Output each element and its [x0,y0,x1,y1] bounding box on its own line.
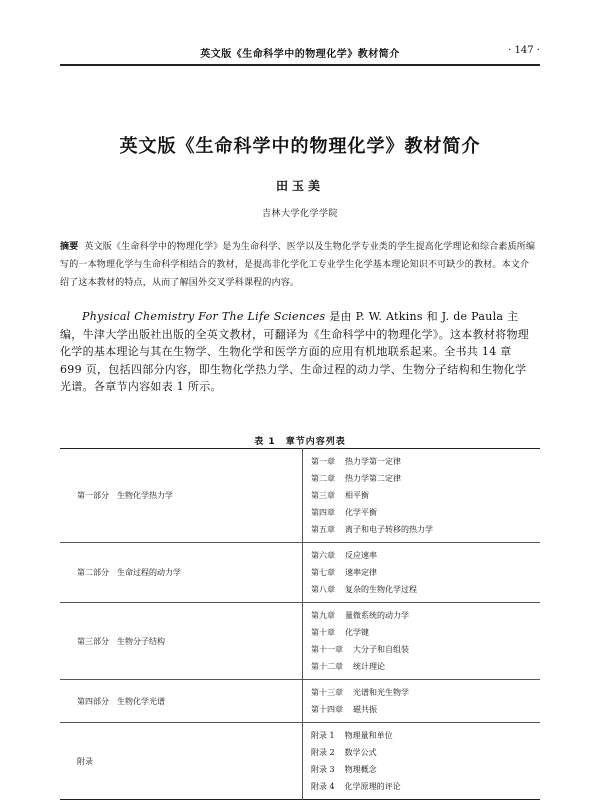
chapter-number: 第七章 [311,568,335,577]
chapter-number: 第四章 [311,508,335,517]
chapter-title: 化学键 [345,628,369,637]
chapter-table [60,448,540,800]
part-name: 附录 [60,723,303,800]
chapter-title: 化学平衡 [345,508,377,517]
chapter-title: 数学公式 [344,748,377,757]
chapter-item [311,684,540,701]
chapter-list [303,723,541,800]
chapter-item [311,624,540,641]
chapter-title: 物理量和单位 [344,731,393,740]
chapter-item [311,581,540,598]
part-name: 第四部分 生物化学光谱 [60,680,303,723]
running-title: 英文版《生命科学中的物理化学》教材简介 [200,49,400,60]
chapter-item [311,761,540,778]
chapter-title: 量微系统的动力学 [345,611,409,620]
article-title: 英文版《生命科学中的物理化学》教材简介 [119,136,481,157]
chapter-title: 热力学第二定律 [345,474,401,483]
chapter-item [311,470,540,487]
chapter-title: 相平衡 [345,491,369,500]
chapter-number: 第六章 [311,551,335,560]
chapter-title: 磁共振 [353,705,377,714]
chapter-number: 第五章 [311,525,335,534]
part-name: 第三部分 生物分子结构 [60,603,303,680]
book-title-italic: Physical Chemistry For The Life Sciences [82,310,326,323]
abstract-label: 摘要 [60,242,79,252]
chapter-number: 附录 4 [311,782,335,791]
chapter-title: 热力学第一定律 [345,457,401,466]
table-caption: 表 1 章节内容列表 [254,437,346,447]
chapter-item [311,521,540,538]
chapter-number: 第十一章 [311,645,343,654]
body-text: 是由 P. W. Atkins 和 J. de Paula 主编，牛津大学出版社出版的全英文教材，可翻译为《生命科学中的物理化学》。这本教材将物理化学的基本理论与其在生物学、生物化学和医学方面的应用有机地联系起来。全书共 14 章 699 页，包括四部分内容，即生物化学热力学、生命过程的动力学、生物分子结构和生物化学光谱。各章节内容如表 1 所示。 [60,310,530,393]
chapter-title: 离子和电子转移的热力学 [345,525,433,534]
chapter-number: 第二章 [311,474,335,483]
chapter-item [311,744,540,761]
abstract-text: 英文版《生命科学中的物理化学》是为生命科学、医学以及生物化学专业类的学生提高化学理论和综合素质所编写的一本物理化学与生命科学相结合的教材，是提高非化学化工专业学生化学基本理论知识不可缺少的教材。本文介绍了这本教材的特点，从而了解国外交叉学科课程的内容。 [60,242,536,288]
table-row [60,449,540,543]
chapter-item [311,453,540,470]
chapter-title: 大分子和自组装 [353,645,409,654]
table-row [60,723,540,800]
chapter-list [303,449,541,543]
chapter-number: 第八章 [311,585,335,594]
page-number: · 147 · [508,45,540,56]
chapter-item [311,487,540,504]
author-name: 田玉美 [275,179,324,193]
chapter-number: 第十二章 [311,662,343,671]
table-row [60,543,540,603]
part-name: 第一部分 生物化学热力学 [77,491,173,500]
chapter-item [311,504,540,521]
part-name: 第二部分 生命过程的动力学 [60,543,303,603]
chapter-number: 第十三章 [311,688,343,697]
chapter-title: 统计理论 [353,662,385,671]
table-row [60,680,540,723]
chapter-list [303,680,541,723]
chapter-number: 第一章 [311,457,335,466]
chapter-number: 附录 3 [311,765,335,774]
chapter-item [311,658,540,675]
chapter-item [311,564,540,581]
table-row [60,603,540,680]
chapter-title: 物理概念 [344,765,377,774]
chapter-title: 光谱和光生物学 [353,688,409,697]
chapter-number: 第十章 [311,628,335,637]
chapter-item [311,727,540,744]
chapter-title: 反应速率 [345,551,377,560]
chapter-item [311,607,540,624]
chapter-title: 速率定律 [345,568,377,577]
chapter-number: 附录 2 [311,748,335,757]
chapter-item [311,701,540,718]
chapter-title: 复杂的生物化学过程 [345,585,417,594]
running-header [60,42,540,66]
chapter-number: 第十四章 [311,705,343,714]
abstract [60,238,536,292]
chapter-item [311,778,540,795]
body-paragraph [60,308,536,396]
chapter-list [303,603,541,680]
chapter-number: 附录 1 [311,731,335,740]
chapter-number: 第三章 [311,491,335,500]
chapter-number: 第九章 [311,611,335,620]
chapter-item [311,641,540,658]
author-affiliation: 吉林大学化学学院 [261,209,338,219]
chapter-title: 化学原理的评论 [344,782,401,791]
chapter-item [311,547,540,564]
chapter-list [303,543,541,603]
